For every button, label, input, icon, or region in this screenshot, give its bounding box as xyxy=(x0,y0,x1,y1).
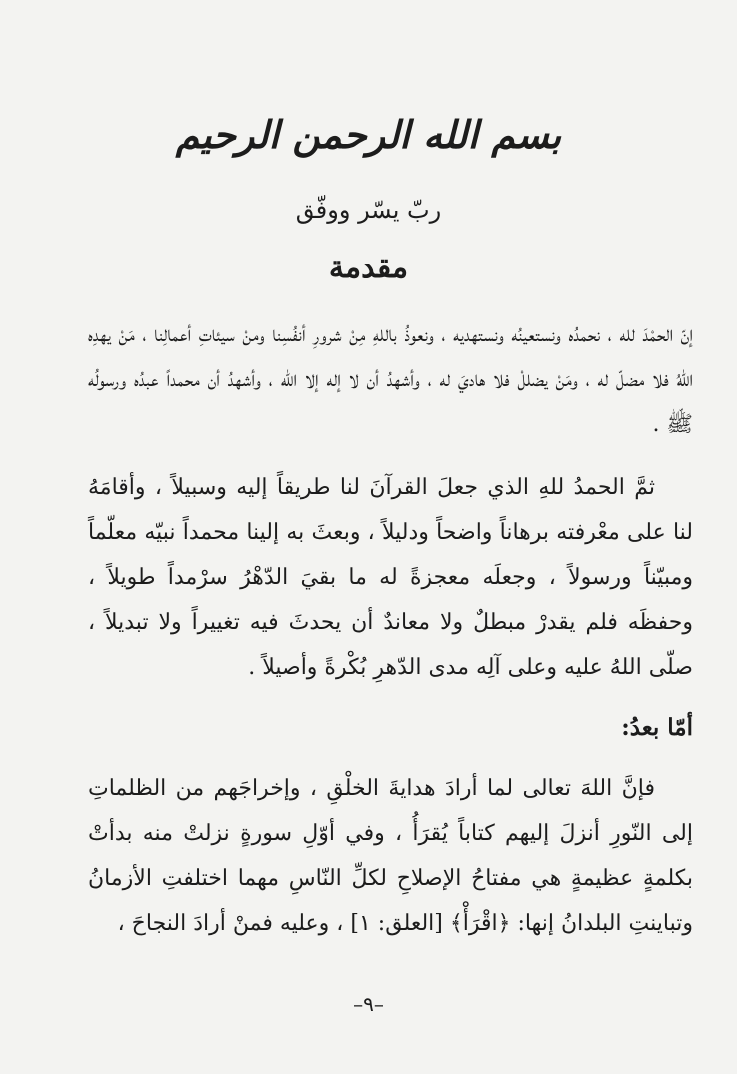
page-number: –٩– xyxy=(353,992,384,1016)
invocation-line: ربّ يسّر ووفّق xyxy=(295,196,442,224)
paragraph-praise: ثمَّ الحمدُ للهِ الذي جعلَ القرآنَ لنا طريقاً إليه وسبيلاً ، وأقامَهُ لنا على معْرفته برهاناً واضحاً ودليلاً ، وبعثَ به إلينا محمداً نبيّه معلّماً ومبيّناً ورسولاً ، وجعلَه معجزةً له ما بقيَ الدّهْرُ سرْمداً طويلاً ، وحفظَه فلم يقدرْ مبطلٌ ولا معاندٌ أن يحدثَ فيه تغييراً ولا تبديلاً ، صلّى اللهُ عليه وعلى آلِه مدى الدّهرِ بُكْرةً وأصيلاً . xyxy=(88,475,693,680)
page-title: مقدمة xyxy=(328,250,409,285)
basmala-heading: بسم الله الرحمن الرحيم xyxy=(175,112,562,157)
paragraph-main: فإنَّ اللهَ تعالى لما أرادَ هدايةَ الخلْقِ ، وإخراجَهم من الظلماتِ إلى النّورِ أنزلَ إليهم كتاباً يُقرَأُ ، وفي أوّلِ سورةٍ نزلتْ منه بدأتْ بكلمةٍ عظيمةٍ هي مفتاحُ الإصلاحِ لكلِّ النّاسِ مهما اختلفتِ الأزمانُ وتباينتِ البلدانُ إنها: ﴿اقْرَأْ﴾ [العلق: ١] ، وعليه فمنْ أرادَ النجاحَ ، xyxy=(88,776,693,936)
body-text xyxy=(88,312,693,946)
section-heading: أمّا بعدُ: xyxy=(621,714,693,741)
paragraph-opening: إنّ الحمْدَ لله ، نحمدُه ونستعينُه ونستهديه ، ونعوذُ باللهِ مِنْ شرورِ أنفُسِنا ومنْ سيئاتِ أعمالِنا ، مَنْ يهدِه اللهُ فلا مضلّ له ، ومَنْ يضللْ فلا هاديَ له ، وأشهدُ أن لا إله إلا الله ، وأشهدُ أن محمداً عبدُه ورسولُه ﷺ . xyxy=(88,322,693,437)
